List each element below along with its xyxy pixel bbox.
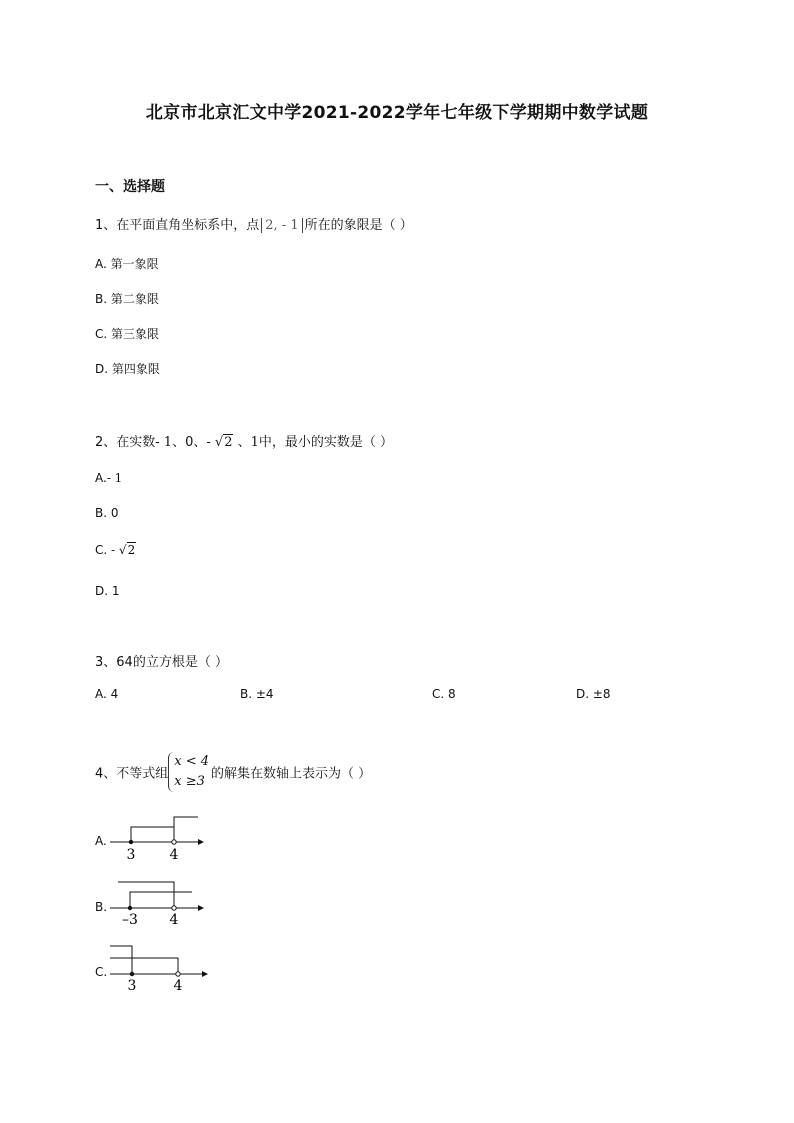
q2-option-c-minus: -	[111, 543, 116, 557]
question-2-suffix: 中，最小的实数是（ ）	[258, 435, 394, 450]
ray-from-3	[131, 827, 174, 842]
question-3: 3、64的立方根是（ ）	[95, 655, 228, 670]
ray-from-4	[174, 817, 198, 842]
inequality-2: x ≥3	[174, 774, 205, 789]
separator-2: 、	[237, 435, 251, 450]
radicand: 2	[224, 435, 233, 450]
q2-option-a-value: - 1	[106, 471, 123, 485]
separator-1: 、0、	[172, 435, 207, 450]
ray-to-3	[110, 946, 132, 974]
point-coordinates: 2, - 1	[261, 218, 302, 233]
tick-label-left: –3	[122, 912, 138, 926]
q1-option-b: B. 第二象限	[95, 292, 159, 306]
q1-option-a: A. 第一象限	[95, 257, 159, 271]
question-4	[95, 752, 371, 792]
q2-option-c-radicand: 2	[127, 543, 136, 557]
q3-option-b: B. ±4	[240, 687, 274, 701]
inequality-system	[168, 752, 211, 792]
point-4-open	[172, 840, 176, 844]
q3-option-c: C. 8	[432, 687, 456, 701]
q4-option-a-number-line	[108, 814, 208, 862]
q2-option-a	[95, 471, 122, 485]
section-heading: 一、选择题	[95, 179, 165, 195]
q2-option-c	[95, 543, 136, 557]
point-neg3-solid	[128, 906, 132, 910]
q4-option-b-number-line	[108, 878, 208, 926]
value-neg-one: - 1	[155, 435, 173, 450]
question-4-suffix: 的解集在数轴上表示为（ ）	[211, 766, 372, 782]
q4-option-b-label: B.	[95, 900, 108, 914]
q2-option-b: B. 0	[95, 506, 119, 520]
point-4-open	[176, 972, 180, 976]
sqrt-two: √2	[214, 435, 233, 450]
tick-label-right: 4	[173, 978, 183, 992]
q2-option-c-label: C.	[95, 543, 108, 557]
tick-label-left: 3	[126, 847, 136, 862]
q3-option-d: D. ±8	[576, 687, 611, 701]
question-2	[95, 431, 393, 450]
q1-option-d: D. 第四象限	[95, 362, 160, 376]
tick-label-left: 3	[127, 978, 137, 992]
question-1-prefix: 1、在平面直角坐标系中，点	[95, 218, 260, 233]
axis-arrow	[198, 839, 204, 845]
axis-arrow	[198, 905, 204, 911]
q2-option-d: D. 1	[95, 584, 120, 598]
value-one: 1	[250, 435, 259, 450]
point-3-solid	[129, 840, 133, 844]
ray-from-neg3	[130, 892, 192, 908]
q4-option-c-number-line	[108, 944, 212, 992]
q2-option-a-label: A.	[95, 471, 107, 485]
tick-label-right: 4	[169, 847, 179, 862]
question-2-prefix: 2、在实数	[95, 435, 156, 450]
point-3-solid	[130, 972, 134, 976]
tick-label-right: 4	[169, 912, 179, 926]
q3-option-a: A. 4	[95, 687, 119, 701]
question-1-suffix: 所在的象限是（ ）	[304, 218, 413, 233]
q2-option-c-sqrt: √2	[118, 543, 136, 557]
minus-sign: -	[206, 435, 211, 450]
page-title: 北京市北京汇文中学2021-2022学年七年级下学期期中数学试题	[145, 103, 649, 123]
q4-option-c-label: C.	[95, 965, 108, 979]
inequality-1: x < 4	[174, 754, 210, 769]
point-4-open	[172, 906, 176, 910]
q1-option-c: C. 第三象限	[95, 327, 160, 341]
question-1	[95, 214, 413, 233]
ray-to-4	[110, 958, 178, 974]
axis-arrow	[202, 971, 208, 977]
question-4-prefix: 4、不等式组	[95, 766, 169, 782]
ray-to-4	[118, 882, 174, 908]
q4-option-a-label: A.	[95, 834, 107, 848]
